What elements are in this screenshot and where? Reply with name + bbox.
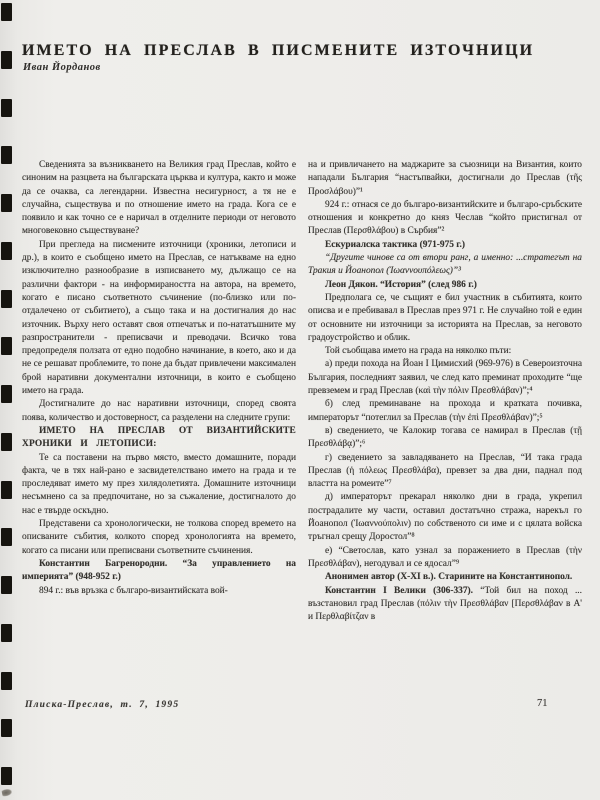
binding-mark-icon	[1, 767, 12, 785]
list-item: е) “Светослав, като узнал за поражението в Преслав (τὴν Πρεσθλάβαν), негодувал и се ядосал”⁹	[308, 545, 582, 569]
binding-mark-icon	[1, 576, 12, 594]
binding-mark-icon	[1, 3, 12, 21]
paragraph: Достигналите до нас наративни източници, според своята поява, количество и достоверност, са разделени на следните групи:	[22, 399, 296, 423]
text-columns	[22, 159, 582, 624]
paragraph-text: “Той бил на поход ... възстановил град Преслав (πόλιν τὴν Πρεσθλάβαν [Περσθλάβαν в А' и Περθλαβίτζαν в	[308, 585, 582, 623]
binding-strip	[1, 3, 13, 785]
left-column	[22, 159, 296, 624]
source-name: Константин I Велики (306-337).	[325, 585, 474, 596]
paragraph: При прегледа на писмените източници (хроники, летописи и др.), в които е съобщено името на Преслав, се натъкваме на едно изключително разнообразие в изписването му, дължащо се на различни фактори - на информираността на автора, на времето, когато е писано съответното съчинение (по-близко или по-отдалечено от събитието), а също така и на достигналия до нас източник. Върху него оставят своя отпечатък и по-нататъшните му разпространители - преписвачи и преводачи. Всичко това предопределя ползата от едно подобно начинание, в което, ако и да не се решават проблемите, то поне да бъдат привлечени максимален брой наративни документални източници, в които е съобщено името на града.	[22, 239, 296, 397]
paragraph: Те са поставени на първо място, вместо домашните, поради факта, че в тях най-рано е засвидетелствано името на града и те проследяват името му през хилядолетията. Домашните източници несъмнено са за предпочитане, но за съжаление, достигналото до нас е твърде оскъдно.	[22, 452, 296, 516]
paragraph: Предполага се, че същият е бил участник в събитията, които описва и е пребивавал в Преслав през 971 г. Не случайно той е един от основните ни източници за историята на Преслав, за неговото градоустройство и облик.	[308, 292, 582, 343]
binding-mark-icon	[1, 194, 12, 212]
source-heading: Леон Дякон. “История” (след 986 г.)	[325, 279, 477, 290]
paragraph: Той съобщава името на града на няколко пъти:	[325, 346, 512, 357]
binding-mark-icon	[1, 242, 12, 260]
binding-mark-icon	[1, 481, 12, 499]
binding-mark-icon	[1, 146, 12, 164]
binding-mark-icon	[1, 433, 12, 451]
page-number: 71	[537, 698, 548, 709]
corner-smudge	[1, 788, 12, 797]
list-item: г) сведението за завладяването на Преслав, “И така града Преслав (ἡ πόλεως Πρεσθλάβα), превзет за два дни, паднал под властта на ромеите”⁷	[308, 452, 582, 490]
author-name: Иван Йорданов	[23, 62, 101, 73]
binding-mark-icon	[1, 719, 12, 737]
quotation: “Другите чинове са от втори ранг, а именно: ...стратегът на Тракия и Йоанопол (Ἰωαννουπόλεως)”³	[308, 253, 582, 277]
paragraph: на и привличането на маджарите за съюзници на Византия, които нападали България “настъпвайки, достигнали до Преслав (τῆς Προσλάβου)”¹	[308, 160, 582, 197]
binding-mark-icon	[1, 385, 12, 403]
source-heading: Константин Багренородни. “За управлението на империята” (948-952 г.)	[22, 558, 296, 583]
list-item: в) сведението, че Калокир тогава се намирал в Преслав (τῇ Πρεσθλάβᾳ)”;⁶	[308, 425, 582, 450]
binding-mark-icon	[1, 51, 12, 69]
binding-mark-icon	[1, 528, 12, 546]
binding-mark-icon	[1, 672, 12, 690]
list-item: д) императорът прекарал няколко дни в града, укрепил пострадалите му части, оставил достатъчно стража, нарекъл го Йоанопол (Ἰωαννούπολιν) по собственото си име и с цялата войска тръгнал срещу Доростол”⁸	[308, 492, 582, 543]
paragraph: 924 г.: отнася се до българо-византийските и българо-сръбските отношения и конкретно до княз Чеслав “който пристигнал от Преслав (Περσθλάβου) в Сърбия”²	[308, 199, 582, 237]
paragraph: Представени са хронологически, не толкова според времето на описваните събития, колкото според хронологията на времето, когато са писани или преписвани съответните съчинения.	[22, 519, 296, 556]
section-heading: ИМЕТО НА ПРЕСЛАВ ОТ ВИЗАНТИЙСКИТЕ ХРОНИКИ И ЛЕТОПИСИ:	[22, 425, 296, 450]
binding-mark-icon	[1, 290, 12, 308]
binding-mark-icon	[1, 99, 12, 117]
paragraph	[308, 585, 582, 625]
paragraph: Сведенията за възникването на Великия град Преслав, който е синоним на разцвета на българската църква и култура, както и може да се очаква, са легендарни. Известна несигурност, а тя не е случайна, съществува и по отношение името на града. Кога се е появило и как точно се е наричал в отделните периоди от неговото многовековно съществуване?	[22, 160, 296, 237]
source-heading: Ескуриалска тактика (971-975 г.)	[325, 239, 465, 250]
page-title: ИМЕТО НА ПРЕСЛАВ В ПИСМЕНИТЕ ИЗТОЧНИЦИ	[22, 41, 535, 59]
footer-journal-title: Плиска-Преслав, т. 7, 1995	[25, 700, 180, 710]
binding-mark-icon	[1, 624, 12, 642]
source-heading: Анонимен автор (X-XI в.). Старините на Константинопол.	[325, 572, 573, 583]
paragraph: 894 г.: във връзка с българо-византийската вой-	[39, 585, 228, 596]
right-column	[308, 159, 582, 624]
list-item: б) след преминаване на прохода и кратката почивка, императорът “потеглил за Преслав (τὴν ἐπὶ Πρεσθλάβαν)”;⁵	[308, 399, 582, 423]
binding-mark-icon	[1, 337, 12, 355]
list-item: а) преди похода на Йоан I Цимисхий (969-976) в Североизточна България, последният заявил, че след като преминат проходите “ще превземем и град Преслав (καὶ τὴν πόλιν Πρεσθλάβαν)”;⁴	[308, 359, 582, 397]
